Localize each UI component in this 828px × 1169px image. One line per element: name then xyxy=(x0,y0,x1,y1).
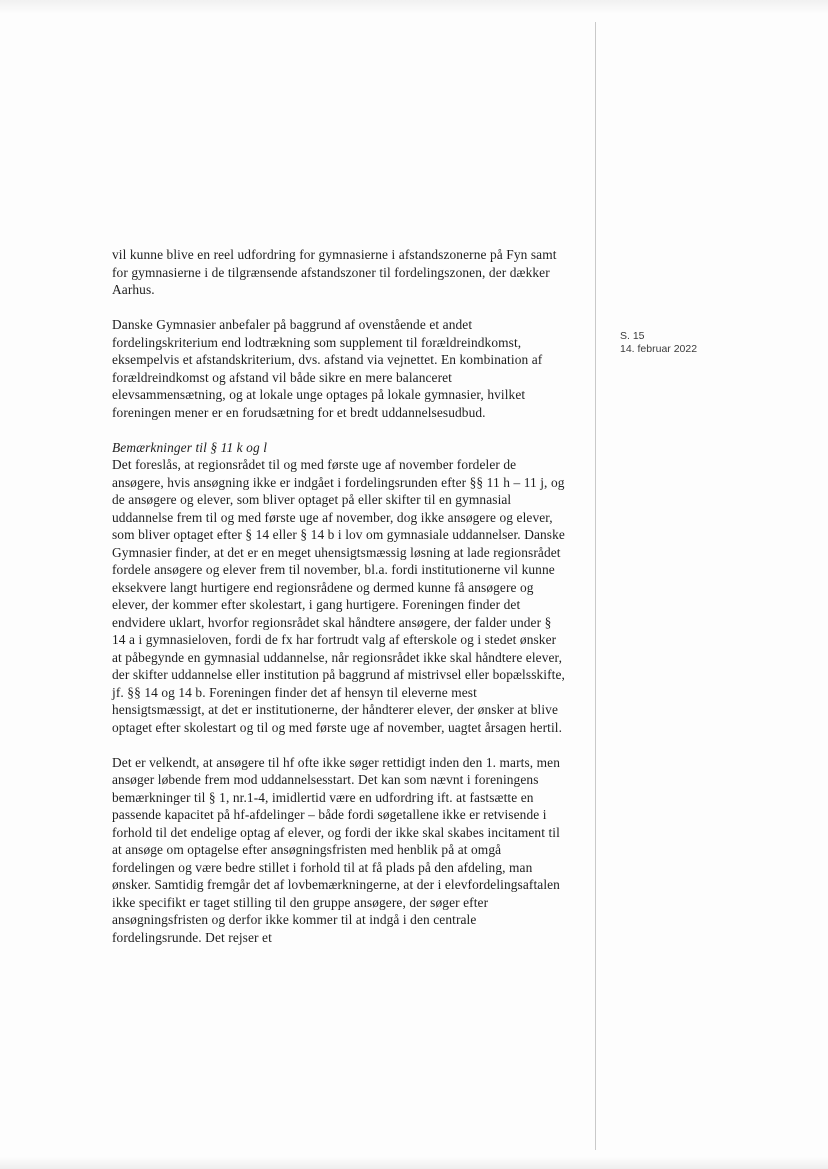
margin-metadata xyxy=(620,330,697,356)
section-remarks-11-k-l xyxy=(112,439,567,737)
margin-divider xyxy=(595,22,596,1150)
document-date: 14. februar 2022 xyxy=(620,343,698,355)
section-heading: Bemærkninger til § 11 k og l xyxy=(112,439,268,455)
paragraph-3: Det foreslås, at regionsrådet til og med første uge af november fordeler de ansøgere, hvis ansøgning ikke er indgået i fordelingsrunden efter §§ 11 h – 11 j, og de ansøgere og elever, som bliver optaget på eller skifter til en gymnasial uddannelse frem til og med første uge af november, dog ikke ansøgere og elever, som bliver optaget efter § 14 eller § 14 b i lov om gymnasiale uddannelser. Danske Gymnasier finder, at det er en meget uhensigtsmæssig løsning at lade regionsrådet fordele ansøgere og elever frem til november, bl.a. fordi institutionerne vil kunne eksekvere langt hurtigere end regionsrådene og dermed kunne få ansøgere og elever, der kommer efter skolestart, i gang hurtigere. Foreningen finder det endvidere uklart, hvorfor regionsrådet skal håndtere ansøgere, der falder under § 14 a i gymnasieloven, fordi de fx har fortrudt valg af efterskole og i stedet ønsker at påbegynde en gymnasial uddannelse, når regionsrådet ikke skal håndtere elever, der skifter uddannelse eller institution på baggrund af mistrivsel eller bopælsskifte, jf. §§ 14 og 14 b. Foreningen finder det af hensyn til eleverne mest hensigtsmæssigt, at det er institutionerne, der håndterer elever, der ønsker at blive optaget efter skolestart og til og med første uge af november, uagtet årsagen hertil. xyxy=(112,457,565,735)
scan-shadow-bottom xyxy=(0,1157,828,1169)
page-number: S. 15 xyxy=(620,330,645,342)
scan-shadow-top xyxy=(0,0,828,14)
paragraph-2: Danske Gymnasier anbefaler på baggrund af ovenstående et andet fordelingskriterium end lodtrækning som supplement til forældreindkomst, eksempelvis et afstandskriterium, dvs. afstand via vejnettet. En kombination af forældreindkomst og afstand vil både sikre en mere balanceret elevsammensætning, og at lokale unge optages på lokale gymnasier, hvilket foreningen mener er en forudsætning for et bredt uddannelsesudbud. xyxy=(112,317,543,420)
paragraph-1: vil kunne blive en reel udfordring for gymnasierne i afstandszonerne på Fyn samt for gymnasierne i de tilgrænsende afstandszoner til fordelingszonen, der dækker Aarhus. xyxy=(112,247,557,297)
paragraph-4: Det er velkendt, at ansøgere til hf ofte ikke søger rettidigt inden den 1. marts, men ansøger løbende frem mod uddannelsesstart. Det kan som nævnt i foreningens bemærkninger til § 1, nr.1-4, imidlertid være en udfordring ift. at fastsætte en passende kapacitet på hf-afdelinger – både fordi søgetallene ikke er retvisende i forhold til det endelige optag af elever, og fordi der ikke skal skabes incitament til at ansøge om optagelse efter ansøgningsfristen med henblik på at omgå fordelingen og være bedre stillet i forhold til at få plads på den afdeling, man ønsker. Samtidig fremgår det af lovbemærkningerne, at der i elevfordelingsaftalen ikke specifikt er taget stilling til den gruppe ansøgere, der søger efter ansøgningsfristen og derfor ikke kommer til at indgå i den centrale fordelingsrunde. Det rejser et xyxy=(112,754,561,945)
document-body xyxy=(112,246,567,946)
